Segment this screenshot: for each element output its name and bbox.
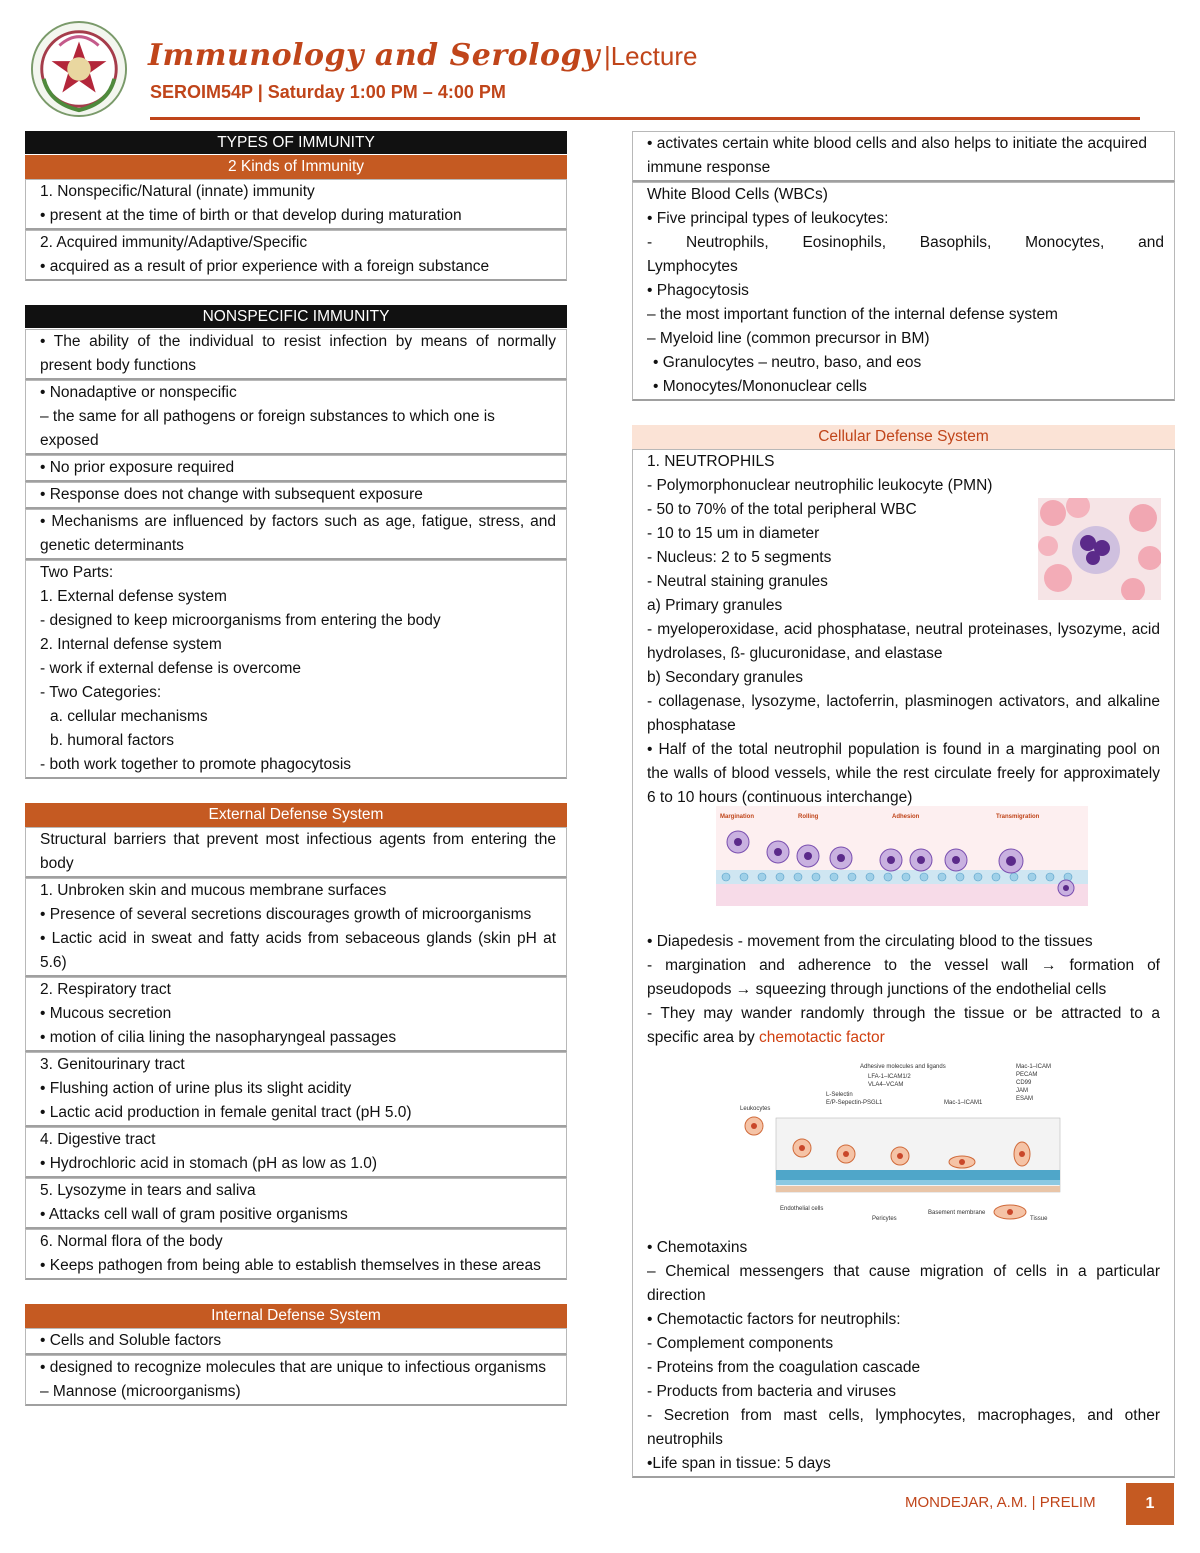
row-line: • Chemotaxins: [647, 1239, 748, 1256]
fig3-esam: ESAM: [1016, 1096, 1034, 1102]
row-text: • Lactic acid in sweat and fatty acids from sebaceous glands (skin pH at 5.6): [40, 930, 556, 971]
document-title: [148, 38, 697, 73]
row-line: • Attacks cell wall of gram positive organisms: [40, 1206, 348, 1223]
row-line: 2. Internal defense system: [40, 636, 222, 653]
fig3-mac1: Mac-1–ICAM1: [944, 1100, 983, 1106]
wander-text: - They may wander randomly through the tissue or be attracted to a specific area by: [647, 1005, 1160, 1046]
leukocyte-migration-diagram: [716, 806, 1088, 906]
footer-author: MONDEJAR, A.M. | PRELIM: [905, 1494, 1096, 1511]
row-line: 1. External defense system: [40, 588, 227, 605]
header-rule: [150, 117, 1140, 120]
table-row: [25, 977, 567, 1052]
fig3-vla: VLA4–VCAM: [868, 1082, 904, 1088]
row-line: • acquired as a result of prior experience with a foreign substance: [40, 258, 490, 275]
table-row: [632, 131, 1175, 182]
row-line: 2. Acquired immunity/Adaptive/Specific: [40, 234, 308, 251]
row-line: 4. Digestive tract: [40, 1131, 156, 1148]
fig3-peri: Pericytes: [872, 1216, 897, 1222]
nonspecific-immunity-section: [25, 305, 567, 779]
fig3-pecam: PECAM: [1016, 1072, 1038, 1078]
row-line: - Complement components: [647, 1335, 834, 1352]
row-line: • Monocytes/Mononuclear cells: [653, 378, 867, 395]
row-line: 1. Unbroken skin and mucous membrane surfaces: [40, 882, 387, 899]
row-text: - Secretion from mast cells, lymphocytes, macrophages, and other neutrophils: [647, 1407, 1160, 1448]
row-text: - margination and adherence to the vessel wall → formation of pseudopods → squeezing through junctions of the endothelial cells: [647, 957, 1160, 998]
row-line: •Life span in tissue: 5 days: [647, 1455, 831, 1472]
row-line: • Chemotactic factors for neutrophils:: [647, 1311, 901, 1328]
chemotactic-factor-text: chemotactic factor: [759, 1029, 885, 1046]
row-line: 6. Normal flora of the body: [40, 1233, 223, 1250]
row-line: • Flushing action of urine plus its slight acidity: [40, 1080, 352, 1097]
row-text: • Diapedesis - movement from the circulating blood to the tissues: [647, 933, 1093, 950]
course-line: SEROIM54P | Saturday 1:00 PM – 4:00 PM: [150, 82, 506, 102]
page-number: 1: [1126, 1483, 1174, 1525]
fig2-label-transmigration: Transmigration: [996, 814, 1040, 820]
fig2-label-margination: Margination: [720, 814, 754, 820]
row-line: 1. NEUTROPHILS: [647, 453, 775, 470]
table-row: [25, 455, 567, 482]
wbc-block: [632, 182, 1175, 401]
row-line: - Nucleus: 2 to 5 segments: [647, 549, 832, 566]
right-column: [632, 131, 1175, 1478]
table-row: [25, 1052, 567, 1127]
table-row: [25, 380, 567, 455]
fig3-epsel: E/P-Sepectin-PSGL1: [826, 1100, 883, 1106]
fig3-lsel: L-Selectin: [826, 1092, 853, 1098]
section-header: External Defense System: [25, 803, 567, 827]
row-line: • present at the time of birth or that develop during maturation: [40, 207, 462, 224]
fig3-mac2: Mac-1–ICAM: [1016, 1064, 1052, 1070]
row-line: • Five principal types of leukocytes:: [647, 210, 889, 227]
title-main: Immunology and Serology: [148, 38, 600, 73]
row-text: - collagenase, lysozyme, lactoferrin, plasminogen activators, and alkaline phosphatase: [647, 693, 1160, 734]
row-line: - Products from bacteria and viruses: [647, 1383, 896, 1400]
row-line: 3. Genitourinary tract: [40, 1056, 185, 1073]
row-line: - Polymorphonuclear neutrophilic leukocyte (PMN): [647, 477, 993, 494]
row-line: • Cells and Soluble factors: [40, 1332, 222, 1349]
row-line: Two Parts:: [40, 564, 114, 581]
row-line: – Myeloid line (common precursor in BM): [647, 330, 930, 347]
table-row: [25, 1229, 567, 1280]
section-header: TYPES OF IMMUNITY: [25, 131, 567, 155]
table-row: [25, 230, 567, 281]
table-row: [25, 1355, 567, 1406]
title-sub: |Lecture: [603, 41, 698, 71]
row-line: - Neutral staining granules: [647, 573, 828, 590]
external-defense-section: [25, 803, 567, 1280]
row-line: • Hydrochloric acid in stomach (pH as low as 1.0): [40, 1155, 378, 1172]
row-line: • Response does not change with subsequent exposure: [40, 486, 423, 503]
row-text: • Presence of several secretions discourages growth of microorganisms: [40, 906, 532, 923]
row-line: • Phagocytosis: [647, 282, 749, 299]
table-row: [25, 1178, 567, 1229]
row-line: • No prior exposure required: [40, 459, 235, 476]
fig3-leuko: Leukocytes: [740, 1106, 771, 1112]
row-text: • activates certain white blood cells and also helps to initiate the acquired immune response: [647, 135, 1147, 176]
fig2-label-adhesion: Adhesion: [892, 814, 920, 820]
row-line: • Mucous secretion: [40, 1005, 172, 1022]
types-of-immunity-section: [25, 131, 567, 281]
row-text: • Keeps pathogen from being able to establish themselves in these areas: [40, 1257, 541, 1274]
row-line: - Two Categories:: [40, 684, 162, 701]
row-line: 2. Respiratory tract: [40, 981, 171, 998]
row-text: - myeloperoxidase, acid phosphatase, neutral proteinases, lysozyme, acid hydrolases, ß- glucuronidase, and elastase: [647, 621, 1160, 662]
row-line: - designed to keep microorganisms from entering the body: [40, 612, 441, 629]
row-line: - work if external defense is overcome: [40, 660, 302, 677]
table-row: [25, 482, 567, 509]
cellular-defense-body: [632, 449, 1175, 1478]
row-text: • Half of the total neutrophil population is found in a marginating pool on the walls of blood vessels, while the rest circulate freely for approximately 6 to 10 hours (continuous interchange): [647, 741, 1160, 806]
row-line: • Lactic acid production in female genital tract (pH 5.0): [40, 1104, 412, 1121]
fig3-cd99: CD99: [1016, 1080, 1032, 1086]
row-text: • designed to recognize molecules that are unique to infectious organisms: [40, 1359, 547, 1376]
row-line: White Blood Cells (WBCs): [647, 186, 828, 203]
row-line: • Granulocytes – neutro, baso, and eos: [653, 354, 922, 371]
row-line: - 10 to 15 um in diameter: [647, 525, 820, 542]
page-header: [0, 0, 1200, 125]
row-line: b. humoral factors: [50, 732, 175, 749]
row-line: 5. Lysozyme in tears and saliva: [40, 1182, 256, 1199]
row-line: • Nonadaptive or nonspecific: [40, 384, 237, 401]
section-header: Internal Defense System: [25, 1304, 567, 1328]
row-line: b) Secondary granules: [647, 669, 803, 686]
table-row: [25, 878, 567, 977]
row-line: a) Primary granules: [647, 597, 783, 614]
table-row: [25, 827, 567, 878]
row-text: • Mechanisms are influenced by factors such as age, fatigue, stress, and genetic determinants: [40, 513, 556, 554]
table-row: [25, 1127, 567, 1178]
row-text: – Chemical messengers that cause migration of cells in a particular direction: [647, 1263, 1160, 1304]
fig3-endo: Endothelial cells: [780, 1206, 824, 1212]
row-text: [647, 1002, 1160, 1050]
left-column: [25, 131, 567, 1430]
row-line: a. cellular mechanisms: [50, 708, 208, 725]
school-seal-icon: [30, 20, 128, 118]
row-text: - Neutrophils, Eosinophils, Basophils, Monocytes, and Lymphocytes: [647, 234, 1164, 275]
fig3-jam: JAM: [1016, 1088, 1028, 1094]
fig3-lfa: LFA-1–ICAM1/2: [868, 1074, 911, 1080]
section-subheader: 2 Kinds of Immunity: [25, 155, 567, 179]
adhesion-cascade-diagram: [740, 1062, 1068, 1232]
internal-defense-section: [25, 1304, 567, 1406]
row-text: Structural barriers that prevent most infectious agents from entering the body: [40, 831, 556, 872]
row-line: – the most important function of the internal defense system: [647, 306, 1058, 323]
row-line: • motion of cilia lining the nasopharyngeal passages: [40, 1029, 397, 1046]
row-text: • The ability of the individual to resist infection by means of normally present body functions: [40, 333, 556, 374]
table-row: [25, 560, 567, 779]
fig3-basement: Basement membrane: [928, 1210, 986, 1216]
table-row: [25, 509, 567, 560]
section-header: NONSPECIFIC IMMUNITY: [25, 305, 567, 329]
section-header: Cellular Defense System: [632, 425, 1175, 449]
table-row: [25, 1328, 567, 1355]
row-line: - Proteins from the coagulation cascade: [647, 1359, 921, 1376]
fig3-tissue: Tissue: [1030, 1216, 1048, 1222]
row-line: - both work together to promote phagocytosis: [40, 756, 352, 773]
row-line: – Mannose (microorganisms): [40, 1383, 241, 1400]
fig3-title: Adhesive molecules and ligands: [860, 1064, 946, 1070]
table-row: [25, 329, 567, 380]
neutrophil-micrograph-image: [1038, 498, 1161, 600]
table-row: [25, 179, 567, 230]
row-text: – the same for all pathogens or foreign substances to which one is exposed: [40, 408, 495, 449]
row-line: 1. Nonspecific/Natural (innate) immunity: [40, 183, 315, 200]
fig2-label-rolling: Rolling: [798, 814, 819, 820]
row-line: - 50 to 70% of the total peripheral WBC: [647, 501, 917, 518]
